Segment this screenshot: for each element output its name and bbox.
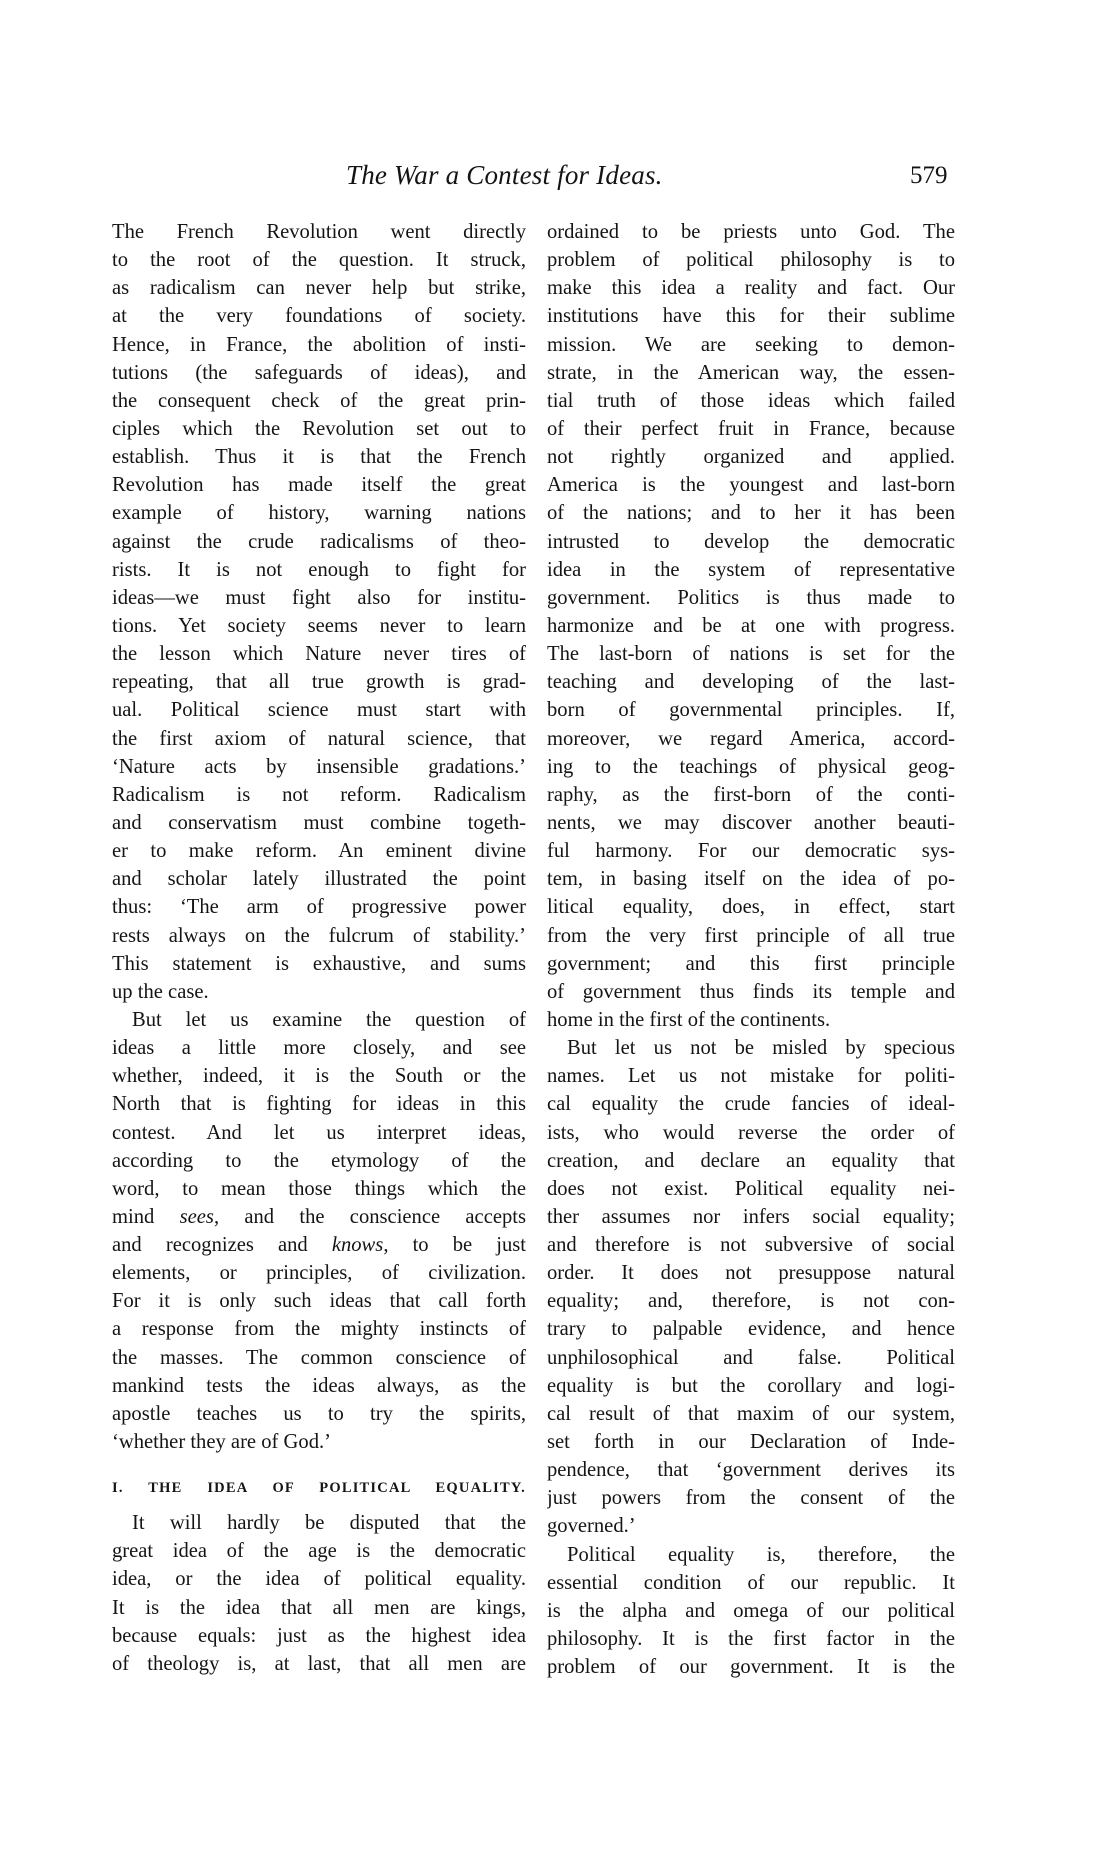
text-line: Hence, in France, the abolition of insti- (112, 333, 526, 356)
text-line: ordained to be priests unto God. The (547, 221, 955, 243)
text-line: problem of our government. It is the (547, 1656, 955, 1679)
text-line: to the root of the question. It struck, (112, 249, 526, 272)
text-line: It will hardly be disputed that the (132, 1512, 526, 1535)
text-line: But let us examine the question of (132, 1008, 526, 1031)
text-line: names. Let us not mistake for politi- (547, 1065, 955, 1088)
right-column (547, 218, 955, 1681)
text-line: great idea of the age is the democratic (112, 1540, 526, 1563)
text-line: cal equality the crude fancies of ideal- (547, 1093, 955, 1116)
text-line: word, to mean those things which the (112, 1177, 526, 1200)
text-line: and therefore is not subversive of social (547, 1234, 955, 1257)
text-line: ‘whether they are of God.’ (112, 1431, 331, 1454)
text-line: But let us not be misled by specious (567, 1037, 955, 1060)
text-line: thus: ‘The arm of progressive power (112, 896, 526, 919)
text-segment: , and the conscience accepts (213, 1205, 526, 1228)
text-line: ful harmony. For our democratic sys- (547, 840, 955, 863)
text-line: as radicalism can never help but strike, (112, 277, 526, 300)
text-line: contest. And let us interpret ideas, (112, 1121, 526, 1144)
text-line: not rightly organized and applied. (547, 446, 955, 469)
text-line: governed.’ (547, 1515, 636, 1538)
text-line: mankind tests the ideas always, as the (112, 1374, 526, 1397)
text-line: at the very foundations of society. (112, 305, 526, 328)
text-line: Political equality is, therefore, the (567, 1543, 955, 1566)
text-segment: and recognizes and (112, 1234, 332, 1257)
text-line: unphilosophical and false. Political (547, 1346, 955, 1369)
text-line: institutions have this for their sublime (547, 305, 955, 328)
text-line: elements, or principles, of civilization. (112, 1262, 526, 1285)
paragraph (112, 218, 526, 1006)
text-line: the masses. The common conscience of (112, 1346, 526, 1369)
text-line: trary to palpable evidence, and hence (547, 1318, 955, 1341)
section-heading: I. THE IDEA OF POLITICAL EQUALITY. (112, 1480, 526, 1497)
paragraph (112, 1006, 526, 1456)
text-line: ideas—we must fight also for institu- (112, 586, 526, 609)
text-line: The last-born of nations is set for the (547, 643, 955, 666)
text-line: does not exist. Political equality nei- (547, 1177, 955, 1200)
text-line: ther assumes nor infers social equality; (547, 1205, 955, 1228)
text-line: moreover, we regard America, accord- (547, 727, 955, 750)
text-line: of their perfect fruit in France, because (547, 417, 955, 440)
paragraph (547, 1034, 955, 1541)
text-line: ciples which the Revolution set out to (112, 417, 526, 440)
text-line: creation, and declare an equality that (547, 1149, 955, 1172)
text-line: the lesson which Nature never tires of (112, 643, 526, 666)
text-line: according to the etymology of the (112, 1149, 526, 1172)
text-line: litical equality, does, in effect, start (547, 896, 955, 919)
text-line: It is the idea that all men are kings, (112, 1596, 526, 1619)
text-line (112, 1231, 526, 1259)
text-line: raphy, as the first-born of the conti- (547, 783, 955, 806)
text-line: ing to the teachings of physical geog- (547, 755, 955, 778)
text-line: strate, in the American way, the essen- (547, 361, 955, 384)
text-line: Radicalism is not reform. Radicalism (112, 783, 526, 806)
text-line: ists, who would reverse the order of (547, 1121, 955, 1144)
text-line: essential condition of our republic. It (547, 1571, 955, 1594)
text-line: apostle teaches us to try the spirits, (112, 1402, 526, 1425)
text-line: repeating, that all true growth is grad- (112, 671, 526, 694)
text-line: of government thus finds its temple and (547, 980, 955, 1003)
text-line: er to make reform. An eminent divine (112, 840, 526, 863)
text-line: the consequent check of the great prin- (112, 389, 526, 412)
text-line: up the case. (112, 980, 209, 1003)
text-line: equality is but the corollary and logi- (547, 1374, 955, 1397)
text-line: tutions (the safeguards of ideas), and (112, 361, 526, 384)
text-line: home in the first of the continents. (547, 1008, 831, 1031)
text-line: set forth in our Declaration of Inde- (547, 1431, 955, 1454)
text-line: the first axiom of natural science, that (112, 727, 526, 750)
text-line: of theology is, at last, that all men are (112, 1652, 526, 1675)
text-line: pendence, that ‘government derives its (547, 1459, 955, 1482)
text-line: whether, indeed, it is the South or the (112, 1065, 526, 1088)
text-line: North that is fighting for ideas in this (112, 1093, 526, 1116)
text-line: ideas a little more closely, and see (112, 1037, 526, 1060)
text-line: establish. Thus it is that the French (112, 446, 526, 469)
text-line: For it is only such ideas that call forth (112, 1290, 526, 1313)
text-line: rests always on the fulcrum of stability.’ (112, 924, 526, 947)
text-line (112, 1203, 526, 1231)
text-line: make this idea a reality and fact. Our (547, 277, 955, 300)
left-column (112, 218, 526, 1678)
text-line: idea in the system of representative (547, 558, 955, 581)
text-line: born of governmental principles. If, (547, 699, 955, 722)
text-line: ‘Nature acts by insensible gradations.’ (112, 755, 526, 778)
text-line: ual. Political science must start with (112, 699, 526, 722)
text-line: tions. Yet society seems never to learn (112, 614, 526, 637)
text-line: because equals: just as the highest idea (112, 1624, 526, 1647)
text-line: of the nations; and to her it has been (547, 502, 955, 525)
text-line: intrusted to develop the democratic (547, 530, 955, 553)
text-line: from the very first principle of all true (547, 924, 955, 947)
paragraph (112, 1509, 526, 1678)
text-line: just powers from the consent of the (547, 1487, 955, 1510)
text-line: and scholar lately illustrated the point (112, 868, 526, 891)
italic-word: sees (179, 1205, 214, 1228)
paragraph (547, 1541, 955, 1682)
page-number: 579 (910, 162, 948, 189)
text-line: problem of political philosophy is to (547, 249, 955, 272)
text-line: example of history, warning nations (112, 502, 526, 525)
text-line: against the crude radicalisms of theo- (112, 530, 526, 553)
text-line: government. Politics is thus made to (547, 586, 955, 609)
text-line: harmonize and be at one with progress. (547, 614, 955, 637)
text-line: government; and this first principle (547, 952, 955, 975)
text-line: cal result of that maxim of our system, (547, 1402, 955, 1425)
text-line: This statement is exhaustive, and sums (112, 952, 526, 975)
text-line: nents, we may discover another beauti- (547, 811, 955, 834)
text-line: and conservatism must combine togeth- (112, 811, 526, 834)
text-segment: mind (112, 1205, 180, 1228)
text-line: is the alpha and omega of our political (547, 1599, 955, 1622)
text-line: rists. It is not enough to fight for (112, 558, 526, 581)
text-line: tial truth of those ideas which failed (547, 389, 955, 412)
text-line: teaching and developing of the last- (547, 671, 955, 694)
text-line: The French Revolution went directly (112, 221, 526, 243)
text-line: philosophy. It is the first factor in the (547, 1628, 955, 1651)
text-segment: , to be just (383, 1234, 526, 1257)
text-line: mission. We are seeking to demon- (547, 333, 955, 356)
text-line: America is the youngest and last-born (547, 474, 955, 497)
paragraph (547, 218, 955, 1034)
italic-word: knows (331, 1234, 384, 1257)
text-line: tem, in basing itself on the idea of po- (547, 868, 955, 891)
text-line: a response from the mighty instincts of (112, 1318, 526, 1341)
text-line: Revolution has made itself the great (112, 474, 526, 497)
running-title: The War a Contest for Ideas. (346, 160, 663, 190)
text-line: order. It does not presuppose natural (547, 1262, 955, 1285)
text-line: equality; and, therefore, is not con- (547, 1290, 955, 1313)
text-line: idea, or the idea of political equality. (112, 1568, 526, 1591)
